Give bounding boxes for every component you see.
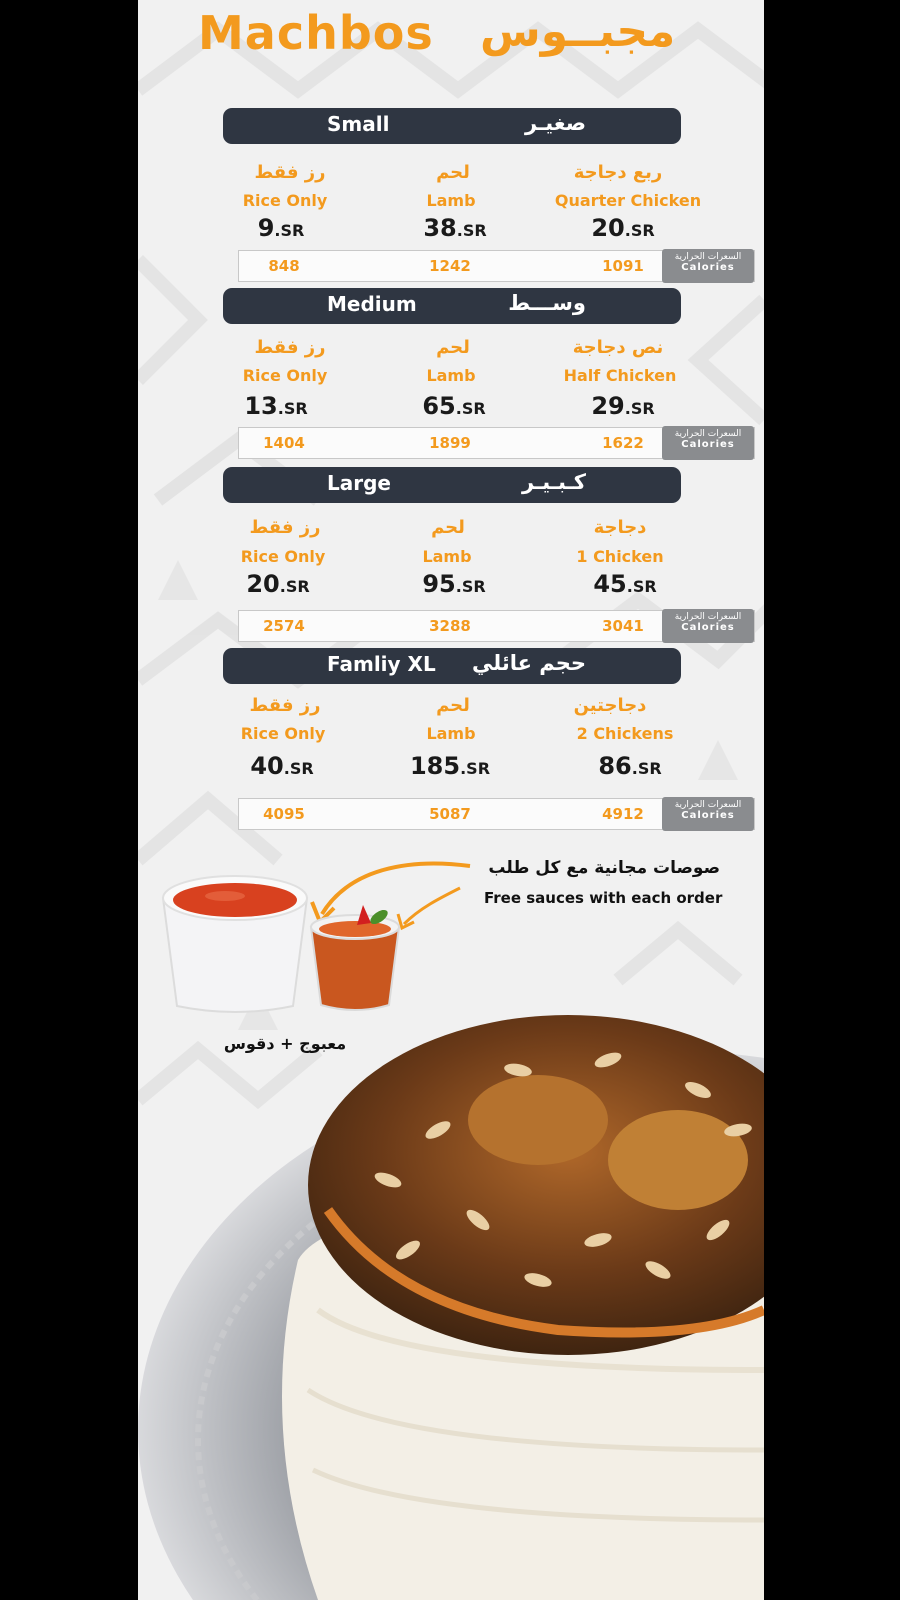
calories-value: 2574 — [263, 617, 305, 635]
item-price: 45.SR — [593, 570, 657, 598]
menu-title-ar: مجبــوس — [480, 6, 676, 57]
item-price: 185.SR — [409, 752, 491, 780]
calories-value: 1242 — [429, 257, 471, 275]
calories-value: 4912 — [602, 805, 644, 823]
item-name-en: Lamb — [426, 366, 476, 385]
calories-value: 1091 — [602, 257, 644, 275]
item-name-ar: رز فقط — [254, 162, 326, 183]
calories-label: السعرات الحرارية Calories — [662, 797, 754, 831]
small-sauce-cup-image — [305, 905, 405, 1015]
item-name-ar: رز فقط — [254, 337, 326, 358]
item-name-en: Lamb — [426, 191, 476, 210]
item-name-en: Rice Only — [242, 366, 328, 385]
calories-value: 3288 — [429, 617, 471, 635]
item-name-en: Quarter Chicken — [554, 191, 702, 210]
item-price: 38.SR — [423, 214, 487, 242]
size-label-en: Medium — [327, 292, 417, 316]
item-name-ar: نص دجاجة — [572, 337, 664, 358]
item-name-ar: لحم — [431, 517, 465, 538]
size-label-ar: حجم عائلي — [472, 651, 586, 675]
calories-value: 4095 — [263, 805, 305, 823]
size-header-small — [223, 108, 681, 144]
item-name-en: Rice Only — [240, 724, 326, 743]
item-price: 20.SR — [591, 214, 655, 242]
item-name-en: Half Chicken — [563, 366, 677, 385]
item-price: 13.SR — [244, 392, 308, 420]
item-name-ar: ربع دجاجة — [573, 162, 663, 183]
item-name-en: Lamb — [422, 547, 472, 566]
item-price: 20.SR — [246, 570, 310, 598]
calories-row — [238, 427, 755, 459]
item-name-ar: رز فقط — [249, 517, 321, 538]
size-header-medium — [223, 288, 681, 324]
item-name-en: Rice Only — [240, 547, 326, 566]
item-name-ar: لحم — [436, 162, 470, 183]
free-sauces-ar: صوصات مجانية مع كل طلب — [488, 858, 720, 878]
item-name-ar: دجاجة — [593, 517, 647, 538]
item-name-en: 2 Chickens — [576, 724, 674, 743]
item-name-ar: رز فقط — [249, 695, 321, 716]
size-label-ar: كـبـيـر — [522, 470, 586, 494]
size-header-family-xl — [223, 648, 681, 684]
calories-label: السعرات الحرارية Calories — [662, 249, 754, 283]
item-price: 40.SR — [250, 752, 314, 780]
calories-row — [238, 798, 755, 830]
item-price: 65.SR — [422, 392, 486, 420]
item-price: 95.SR — [422, 570, 486, 598]
calories-value: 5087 — [429, 805, 471, 823]
item-price: 86.SR — [598, 752, 662, 780]
free-sauces-en: Free sauces with each order — [484, 889, 723, 907]
calories-value: 1622 — [602, 434, 644, 452]
item-name-en: Lamb — [426, 724, 476, 743]
calories-value: 3041 — [602, 617, 644, 635]
item-price: 29.SR — [591, 392, 655, 420]
item-price: 9.SR — [257, 214, 305, 242]
large-sauce-cup-image — [155, 868, 315, 1018]
size-header-large — [223, 467, 681, 503]
menu-title-en: Machbos — [198, 6, 434, 60]
size-label-en: Large — [327, 471, 391, 495]
calories-value: 848 — [268, 257, 300, 275]
item-name-en: Rice Only — [242, 191, 328, 210]
item-name-ar: لحم — [436, 337, 470, 358]
sauce-caption: معبوج + دقوس — [223, 1034, 347, 1053]
calories-label: السعرات الحرارية Calories — [662, 426, 754, 460]
calories-value: 1404 — [263, 434, 305, 452]
item-name-ar: دجاجتين — [573, 695, 647, 716]
machbos-dish-image — [138, 1010, 764, 1600]
size-label-ar: وســـط — [508, 291, 586, 315]
calories-value: 1899 — [429, 434, 471, 452]
size-label-en: Small — [327, 112, 390, 136]
item-name-ar: لحم — [436, 695, 470, 716]
size-label-ar: صغيـر — [525, 111, 586, 135]
item-name-en: 1 Chicken — [576, 547, 664, 566]
calories-label: السعرات الحرارية Calories — [662, 609, 754, 643]
size-label-en: Famliy XL — [327, 652, 436, 676]
calories-row — [238, 610, 755, 642]
calories-row — [238, 250, 755, 282]
